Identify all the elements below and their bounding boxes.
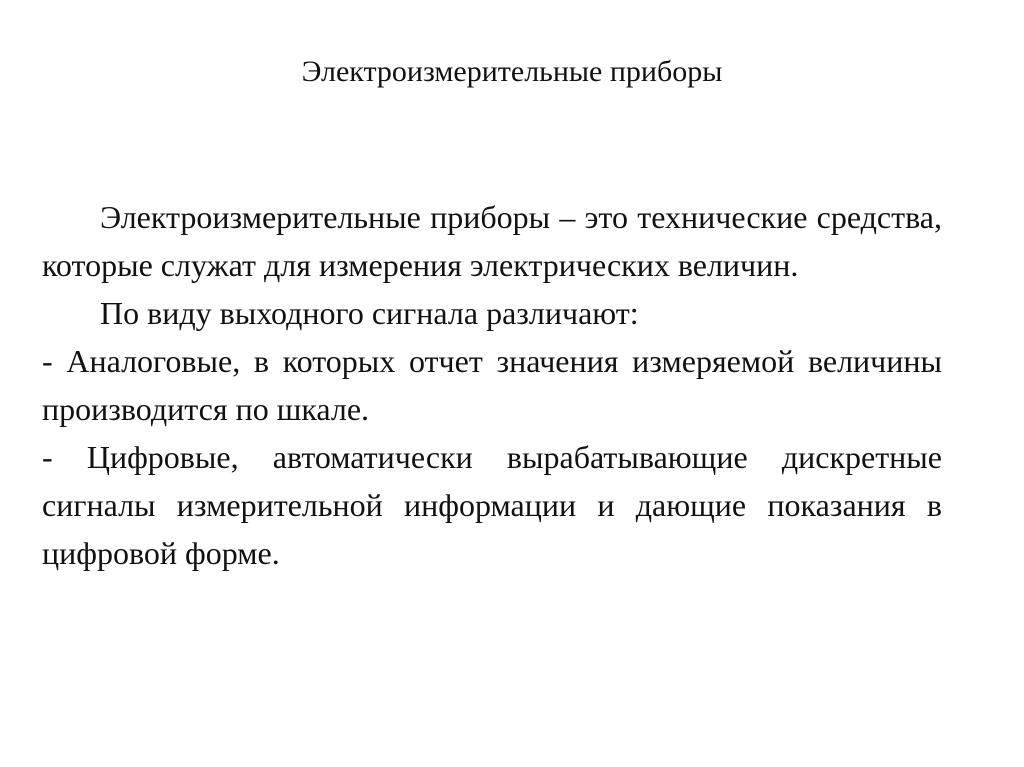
slide-body [42,193,942,577]
definition-paragraph: Электроизмерительные приборы – это технические средства, которые служат для измерения электрических величин. [42,199,942,283]
slide-title: Электроизмерительные приборы [301,55,723,88]
analog-item: - Аналоговые, в которых отчет значения измеряемой величины производится по шкале. [42,343,942,427]
classification-intro: По виду выходного сигнала различают: [100,295,639,331]
digital-item: - Цифровые, автоматически вырабатывающие дискретные сигналы измерительной информации и дающие показания в цифровой форме. [42,439,942,571]
